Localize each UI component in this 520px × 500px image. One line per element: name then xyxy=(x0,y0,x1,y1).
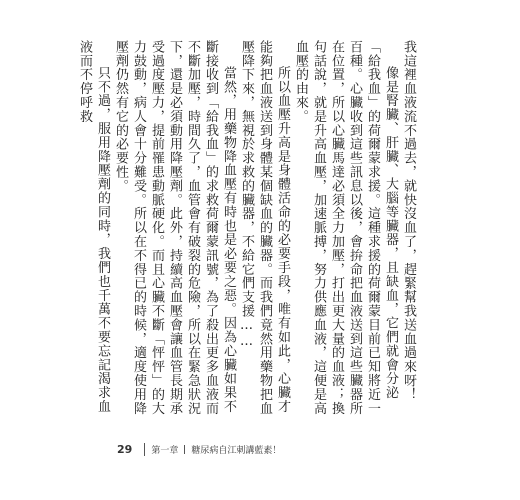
page-number: 29 xyxy=(117,442,133,456)
chapter-label: 第一章 xyxy=(144,443,178,456)
paragraph-4: 當然，用藥物降血壓有時也是必要之惡。因為心臟如果不斷接收到「給我血」的求救荷爾蒙訊號，為了殺出更多血液而不斷加壓，時間久了，血管會有破裂的危險，所以在緊急狀況下，還是必須動用降壓劑。此外，持續高血壓會讓血管長期承受過度壓力，提前罹患動脈硬化。而且心臟不斷「怦怦」的大力鼓動，病人會十分難受。所以在不得已的時候，適度使用降壓劑仍然有它的必要性。 xyxy=(113,40,236,416)
page-footer xyxy=(117,441,281,457)
paragraph-1: 我這裡血液流不過去，就快沒血了，趕緊幫我送血過來呀！ xyxy=(401,40,416,402)
footer-divider xyxy=(184,445,185,454)
paragraph-3: 所以血壓升高是身體活命的必要手段，唯有如此，心臟才能夠把血液送到身體某個缺血的臟器。而我們竟然用藥物把血壓降下來，無視於求救的臟器，不給它們支援…… xyxy=(239,40,290,416)
paragraph-2: 像是腎臟、肝臟、大腦等臟器，且缺血，它們就會分泌「給我血」的荷爾蒙求援。這種求援的荷爾蒙目前已知將近一百種。心臟收到這些訊息以後，會拚命把血液送到這些臟器所在位置，所以心臟馬達必須全力加壓，打出更大量的血液；換句話說，就是升高血壓，加速脈搏，努力供應血液，這便是高血壓的由來。 xyxy=(293,40,398,416)
body-text xyxy=(77,40,417,420)
book-title: 糖尿病自江刺講藍素！ xyxy=(191,445,282,456)
paragraph-5: 只不過，服用降壓劑的同時，我們也千萬不要忘記渴求血液而不停呼救 xyxy=(77,40,110,414)
